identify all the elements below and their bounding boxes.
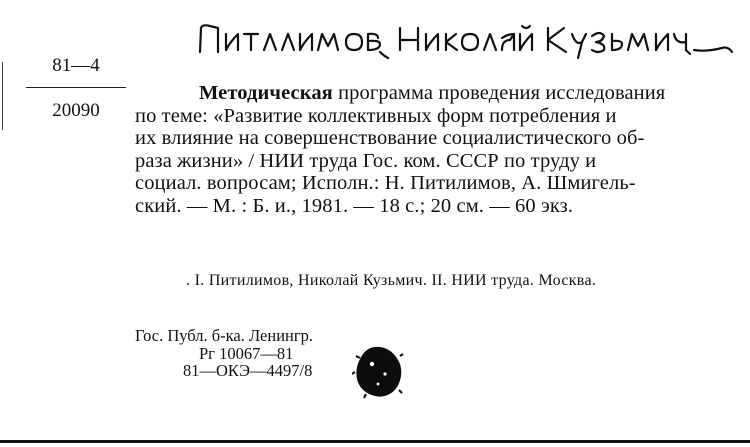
description-line-4: раза жизни» / НИИ труда Гос. ком. СССР по труду и [135, 149, 597, 172]
handwritten-signature [196, 20, 736, 60]
card-bottom-edge [0, 440, 750, 443]
order-number: Рг 10067—81 [199, 343, 294, 363]
title-lead-word: Методическая [199, 82, 333, 104]
library-name: Гос. Публ. б-ка. Ленингр. [135, 326, 314, 345]
tracings: . I. Питилимов, Николай Кузьмич. II. НИИ труда. Москва. [186, 272, 597, 289]
card-margin-line [2, 62, 3, 130]
card-code: 81—ОКЭ—4497/8 [183, 361, 313, 380]
description-line-2: по теме: «Развитие коллективных форм потребления и [135, 104, 617, 127]
call-number-divider [26, 87, 126, 88]
description-line-3: их влияние на совершенствование социалистического об- [135, 127, 645, 150]
description-line-5: социал. вопросам; Исполн.: Н. Питилимов, А. Шмигель- [135, 172, 636, 195]
call-number-accession: 20090 [52, 100, 100, 121]
call-number [22, 56, 130, 120]
description-line-6: ский. — М. : Б. и., 1981. — 18 с.; 20 см. — 60 экз. [135, 194, 574, 217]
call-number-classification: 81—4 [52, 55, 100, 76]
ink-stamp-mark [352, 344, 404, 400]
description-line-1: Методическая программа проведения исследования [199, 82, 666, 104]
bibliographic-description [135, 82, 730, 218]
